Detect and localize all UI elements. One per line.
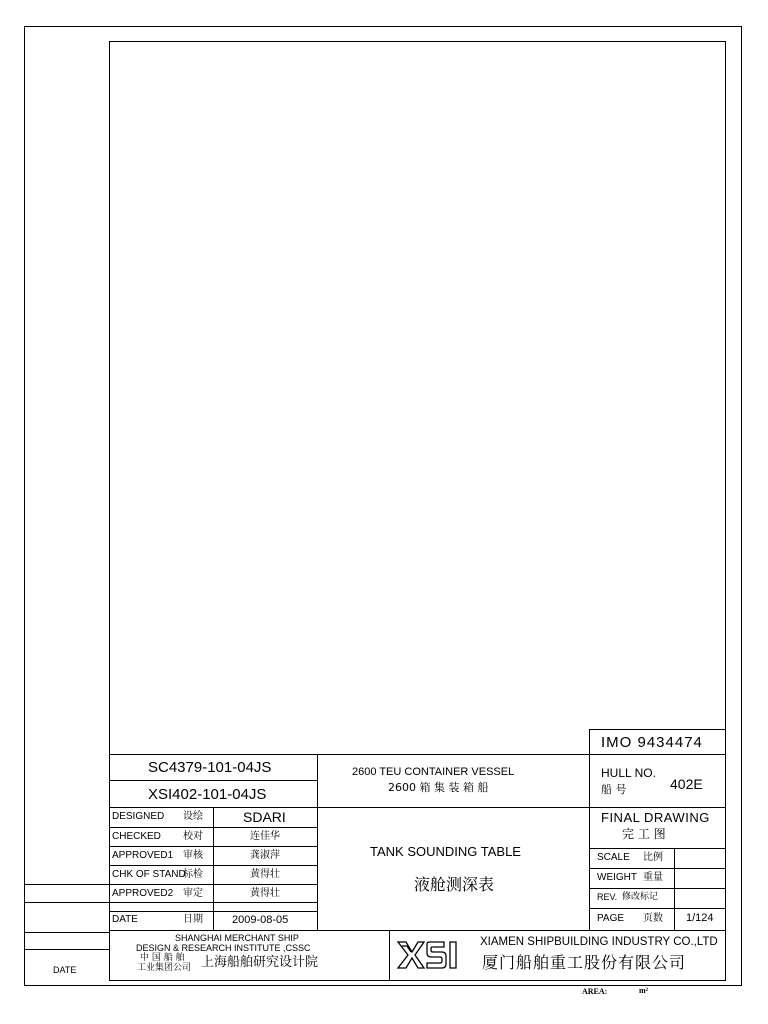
area-unit: m² (639, 986, 649, 995)
hull-value: 402E (670, 776, 703, 792)
meta-line (589, 848, 726, 849)
role-value: 黄得壮 (250, 869, 280, 880)
area-label: AREA: (582, 987, 608, 996)
role-label-en: CHECKED (112, 831, 161, 842)
margin-line (24, 884, 109, 885)
role-value: 2009-08-05 (232, 914, 289, 926)
row-line (109, 827, 317, 828)
meta-label-en: PAGE (597, 913, 625, 924)
meta-label-cn: 重量 (643, 872, 663, 883)
hull-label-en: HULL NO. (601, 766, 656, 780)
col-divider (317, 754, 318, 930)
role-label-cn: 标检 (183, 869, 203, 880)
meta-label-en: REV. (597, 892, 618, 902)
titleblock-top (109, 754, 726, 755)
margin-line (24, 949, 109, 950)
row-line (109, 884, 317, 885)
imo-top (589, 729, 726, 730)
meta-value: 1/124 (686, 912, 714, 924)
role-value: 黄得壮 (250, 888, 280, 899)
meta-label-cn: 页数 (643, 913, 663, 924)
meta-line (589, 888, 726, 889)
role-label-cn: 校对 (183, 831, 203, 842)
drawing-title-en: TANK SOUNDING TABLE (370, 844, 521, 859)
meta-label-en: SCALE (597, 852, 630, 863)
role-label-cn: 审核 (183, 850, 203, 861)
role-label-en: DATE (112, 914, 138, 925)
col-divider (389, 930, 390, 981)
institute-line2: DESIGN & RESEARCH INSTITUTE ,CSSC (136, 943, 311, 953)
drawing-number-secondary: XSI402-101-04JS (148, 786, 267, 803)
row-line (109, 780, 317, 781)
role-label-en: CHK OF STAND (112, 869, 186, 880)
meta-label-en: WEIGHT (597, 872, 637, 883)
margin-date-label: DATE (53, 965, 77, 975)
meta-label-cn: 修改标记 (622, 892, 659, 902)
role-label-cn: 日期 (183, 914, 203, 925)
meta-divider (674, 848, 675, 930)
institute-cn-left2: 工业集团公司 (137, 963, 192, 973)
role-label-en: APPROVED1 (112, 850, 174, 861)
role-label-en: DESIGNED (112, 811, 165, 822)
row-line (109, 911, 317, 912)
role-label-en: APPROVED2 (112, 888, 174, 899)
drawing-title-cn: 液舱测深表 (414, 875, 495, 894)
company-name-cn: 厦门船舶重工股份有限公司 (482, 953, 687, 972)
imo-left (589, 729, 590, 930)
hull-label-cn: 船 号 (601, 783, 627, 796)
row-line (109, 902, 317, 903)
vessel-title-en: 2600 TEU CONTAINER VESSEL (352, 766, 515, 778)
margin-line (24, 932, 109, 933)
meta-label-cn: 比例 (643, 852, 663, 863)
drawing-number-primary: SC4379-101-04JS (148, 759, 272, 776)
company-name-en: XIAMEN SHIPBUILDING INDUSTRY CO.,LTD (480, 936, 718, 948)
role-value: 龚淑萍 (250, 850, 280, 861)
bottom-band-top (109, 930, 726, 931)
role-value: 连佳华 (250, 831, 280, 842)
meta-line (589, 908, 726, 909)
vessel-title-cn: 2600 箱 集 装 箱 船 (388, 781, 489, 794)
role-value: SDARI (243, 809, 286, 825)
status-cn: 完 工 图 (622, 827, 666, 841)
margin-line (24, 902, 109, 903)
xsi-logo-icon (396, 938, 476, 972)
status-en: FINAL DRAWING (601, 810, 710, 825)
row-line (109, 807, 726, 808)
imo-number: IMO 9434474 (601, 734, 703, 751)
row-line (109, 865, 317, 866)
institute-cn-right: 上海船舶研究设计院 (201, 955, 319, 970)
institute-line1: SHANGHAI MERCHANT SHIP (175, 933, 299, 943)
row-line (109, 846, 317, 847)
institute-cn-left1: 中 国 船 舶 (140, 953, 185, 963)
role-label-cn: 审定 (183, 888, 203, 899)
role-label-cn: 设绘 (183, 811, 203, 822)
meta-line (589, 868, 726, 869)
